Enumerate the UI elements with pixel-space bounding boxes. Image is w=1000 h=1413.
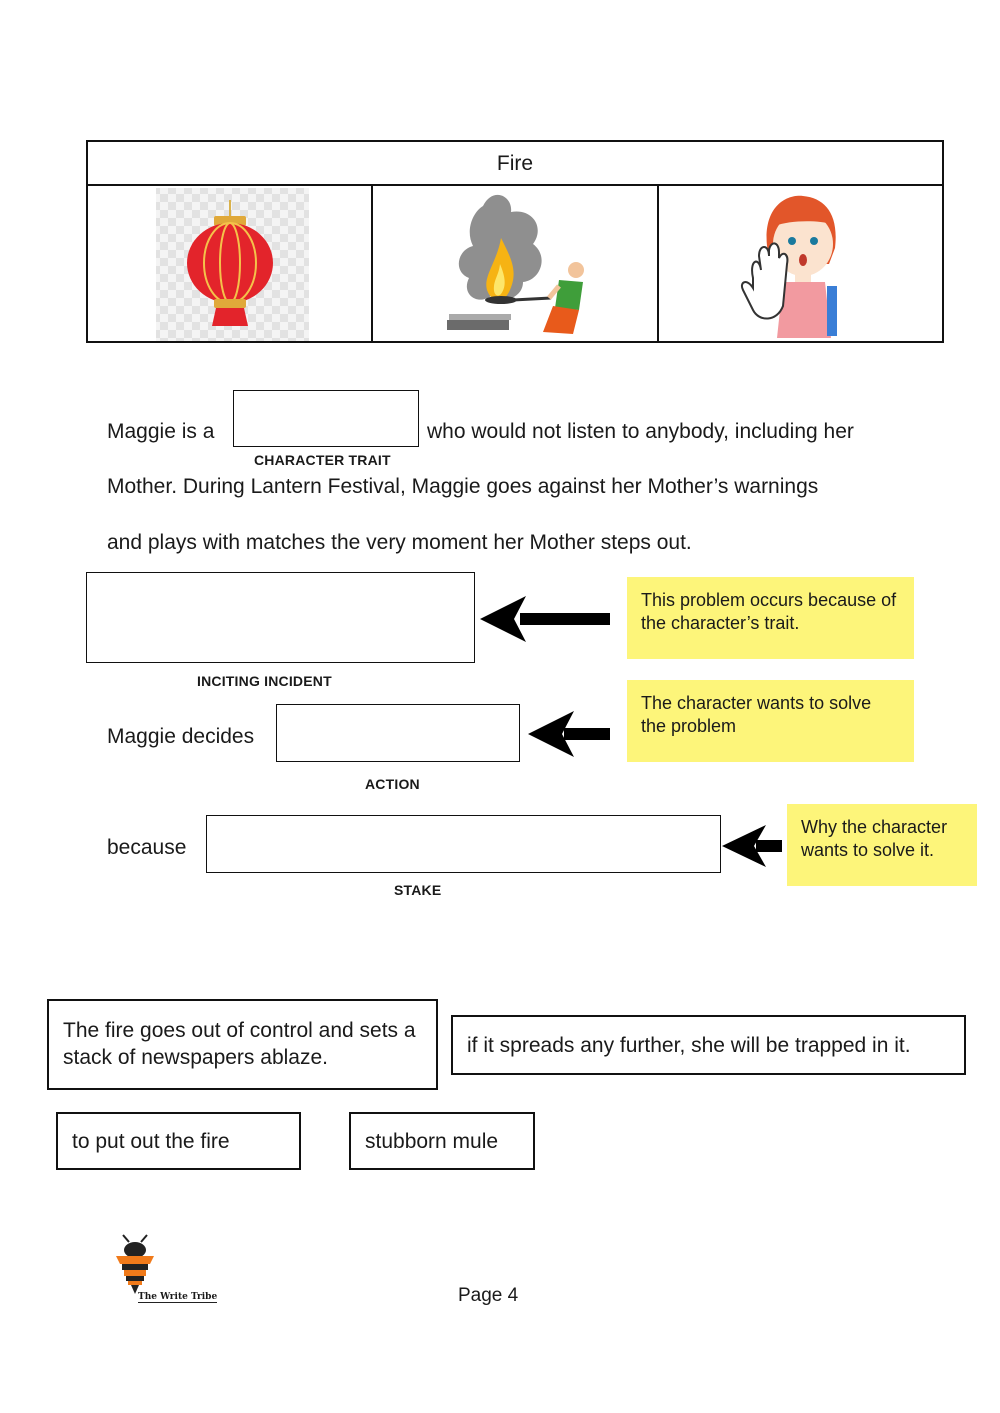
write-tribe-logo [108, 1234, 218, 1308]
table-cell-lantern [88, 186, 373, 343]
action-drop-zone[interactable] [276, 704, 520, 762]
inciting-incident-drop-zone[interactable] [86, 572, 475, 663]
table-cell-girl-stop [659, 186, 944, 343]
answer-card-fire-out-of-control[interactable] [47, 999, 438, 1090]
inciting-incident-label: INCITING INCIDENT [197, 673, 332, 689]
story-line1-suffix: who would not listen to anybody, including her [427, 420, 854, 443]
answer-card-put-out-fire[interactable] [56, 1112, 301, 1170]
arrow-left-icon [528, 711, 612, 757]
story-line1-prefix: Maggie is a [107, 420, 215, 443]
stake-prefix: because [107, 836, 187, 859]
bee-logo-icon [110, 1234, 160, 1296]
answer-card-text: stubborn mule [365, 1130, 499, 1153]
answer-card-text: to put out the fire [72, 1130, 230, 1153]
logo-text: The Write Tribe [138, 1292, 218, 1302]
image-table [86, 140, 944, 343]
stake-drop-zone[interactable] [206, 815, 721, 873]
table-cell-cooking-fire [373, 186, 659, 343]
action-label: ACTION [365, 776, 420, 792]
action-note: The character wants to solve the problem [627, 680, 914, 762]
character-trait-label: CHARACTER TRAIT [254, 452, 391, 468]
lantern-image [88, 186, 373, 343]
action-prefix: Maggie decides [107, 725, 255, 748]
arrow-left-icon [480, 596, 612, 642]
answer-card-text: if it spreads any further, she will be trapped in it. [467, 1034, 911, 1057]
page-number: Page 4 [458, 1285, 519, 1306]
inciting-incident-note: This problem occurs because of the character’s trait. [627, 577, 914, 659]
stake-label: STAKE [394, 882, 442, 898]
girl-stop-image [659, 186, 944, 343]
answer-card-text: The fire goes out of control and sets a stack of newspapers ablaze. [63, 1019, 416, 1069]
answer-card-stubborn-mule[interactable] [349, 1112, 535, 1170]
stake-note: Why the character wants to solve it. [787, 804, 977, 886]
arrow-left-icon [722, 823, 784, 869]
answer-card-spreads-further[interactable] [451, 1015, 966, 1075]
character-trait-drop-zone[interactable] [233, 390, 419, 447]
story-line2: Mother. During Lantern Festival, Maggie goes against her Mother’s warnings [107, 475, 819, 498]
cooking-fire-image [373, 186, 659, 343]
table-title: Fire [88, 142, 942, 186]
story-line3: and plays with matches the very moment her Mother steps out. [107, 531, 692, 554]
